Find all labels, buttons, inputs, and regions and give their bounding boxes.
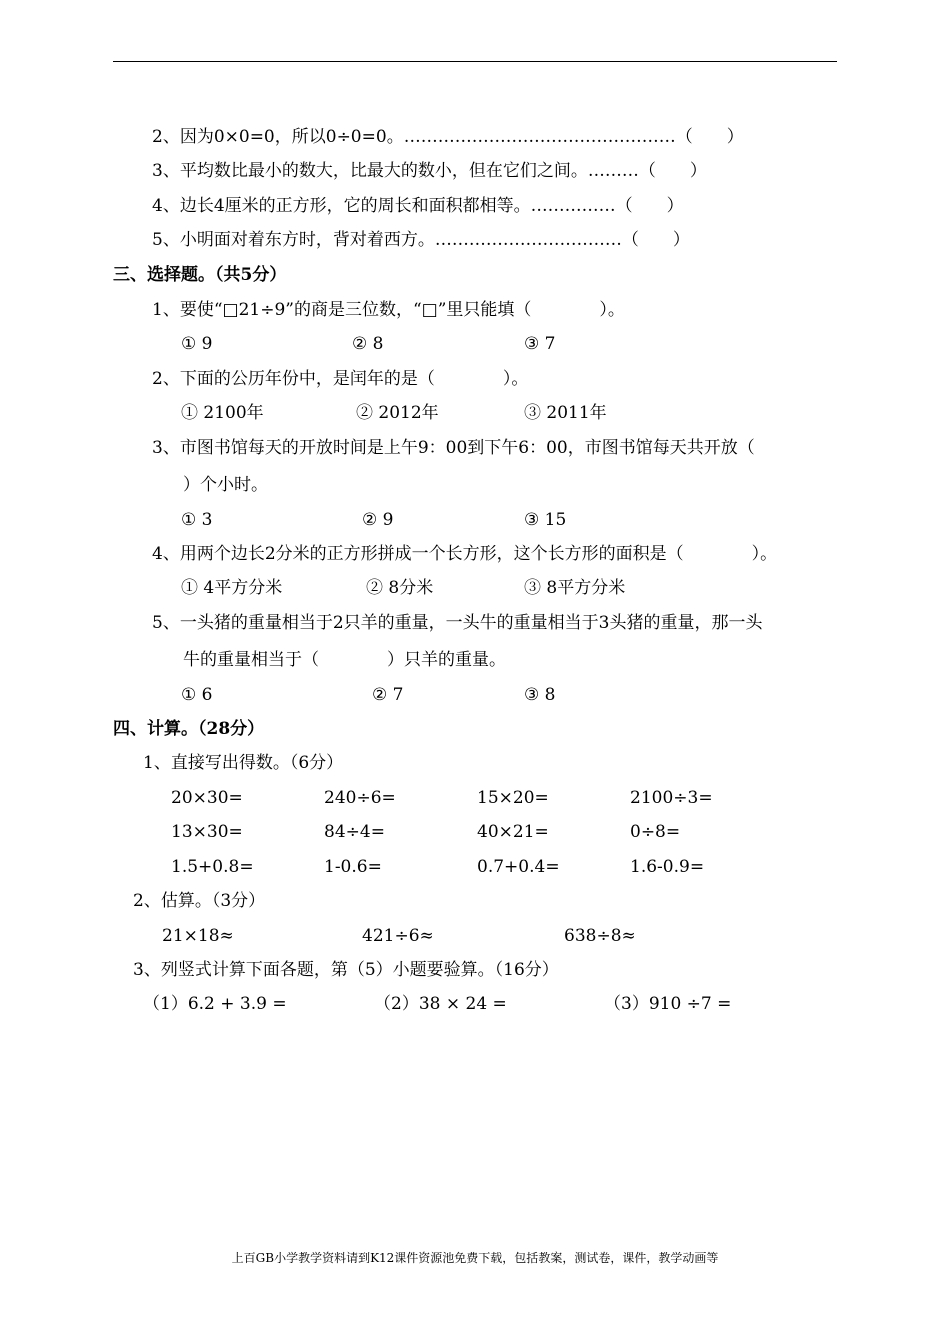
choice-q5-option-3: ③ 8: [524, 685, 556, 705]
choice-q2-option-2: ② 2012年: [356, 403, 439, 423]
direct-calc-cell: 2100÷3=: [630, 788, 713, 808]
choice-q1-option-3: ③ 7: [524, 334, 556, 354]
choice-q5-stem-continued: 牛的重量相当于（ ）只羊的重量。: [183, 650, 506, 670]
choice-q2-option-3: ③ 2011年: [524, 403, 607, 423]
choice-q1-option-2: ② 8: [352, 334, 384, 354]
estimate-item: 638÷8≈: [564, 926, 636, 946]
vertical-calc-title: 3、列竖式计算下面各题，第（5）小题要验算。（16分）: [133, 960, 559, 980]
direct-calc-cell: 40×21=: [477, 822, 549, 842]
vertical-calc-item: （1）6.2 + 3.9 =: [143, 994, 287, 1014]
choice-q5-option-2: ② 7: [372, 685, 404, 705]
choice-q3-option-2: ② 9: [362, 510, 394, 530]
page-footer: 上百GB小学教学资料请到K12课件资源池免费下载，包括教案，测试卷，课件，教学动画等: [231, 1251, 719, 1265]
estimate-item: 421÷6≈: [362, 926, 434, 946]
choice-q5-option-1: ① 6: [181, 685, 213, 705]
choice-q5-stem: 5、一头猪的重量相当于2只羊的重量，一头牛的重量相当于3头猪的重量，那一头: [152, 613, 763, 633]
direct-calc-cell: 0.7+0.4=: [477, 857, 560, 877]
choice-q3-stem: 3、市图书馆每天的开放时间是上午9：00到下午6：00，市图书馆每天共开放（: [152, 438, 755, 458]
direct-calc-cell: 1.5+0.8=: [171, 857, 254, 877]
direct-calc-title: 1、直接写出得数。（6分）: [143, 753, 344, 773]
choice-q2-option-1: ① 2100年: [181, 403, 264, 423]
choice-q1-option-1: ① 9: [181, 334, 213, 354]
choice-q4-option-1: ① 4平方分米: [181, 578, 283, 598]
direct-calc-cell: 84÷4=: [324, 822, 385, 842]
choice-q4-stem: 4、用两个边长2分米的正方形拼成一个长方形，这个长方形的面积是（ ）。: [152, 544, 778, 564]
direct-calc-cell: 1.6-0.9=: [630, 857, 705, 877]
calc-heading: 四、计算。（28分）: [113, 719, 265, 739]
choice-q3-option-1: ① 3: [181, 510, 213, 530]
judge-q3: 3、平均数比最小的数大，比最大的数小，但在它们之间。………（ ）: [152, 161, 707, 181]
judge-q4: 4、边长4厘米的正方形，它的周长和面积都相等。……………（ ）: [152, 196, 684, 216]
direct-calc-cell: 15×20=: [477, 788, 549, 808]
estimate-title: 2、估算。（3分）: [133, 891, 266, 911]
vertical-calc-item: （3）910 ÷7 =: [604, 994, 732, 1014]
direct-calc-cell: 1-0.6=: [324, 857, 382, 877]
choice-q2-stem: 2、下面的公历年份中，是闰年的是（ ）。: [152, 369, 529, 389]
direct-calc-cell: 0÷8=: [630, 822, 681, 842]
choice-q4-option-2: ② 8分米: [366, 578, 434, 598]
header-rule: [113, 61, 837, 62]
direct-calc-cell: 20×30=: [171, 788, 243, 808]
vertical-calc-item: （2）38 × 24 =: [374, 994, 507, 1014]
direct-calc-cell: 240÷6=: [324, 788, 396, 808]
choice-q3-option-3: ③ 15: [524, 510, 567, 530]
direct-calc-cell: 13×30=: [171, 822, 243, 842]
estimate-item: 21×18≈: [162, 926, 234, 946]
choice-heading: 三、选择题。（共5分）: [113, 265, 287, 285]
choice-q1-stem: 1、要使“□21÷9”的商是三位数，“□”里只能填（ ）。: [152, 300, 625, 320]
choice-q3-stem-continued: ）个小时。: [183, 475, 268, 495]
judge-q2: 2、因为0×0=0，所以0÷0=0。…………………………………………（ ）: [152, 127, 744, 147]
choice-q4-option-3: ③ 8平方分米: [524, 578, 626, 598]
judge-q5: 5、小明面对着东方时，背对着西方。……………………………（ ）: [152, 230, 690, 250]
